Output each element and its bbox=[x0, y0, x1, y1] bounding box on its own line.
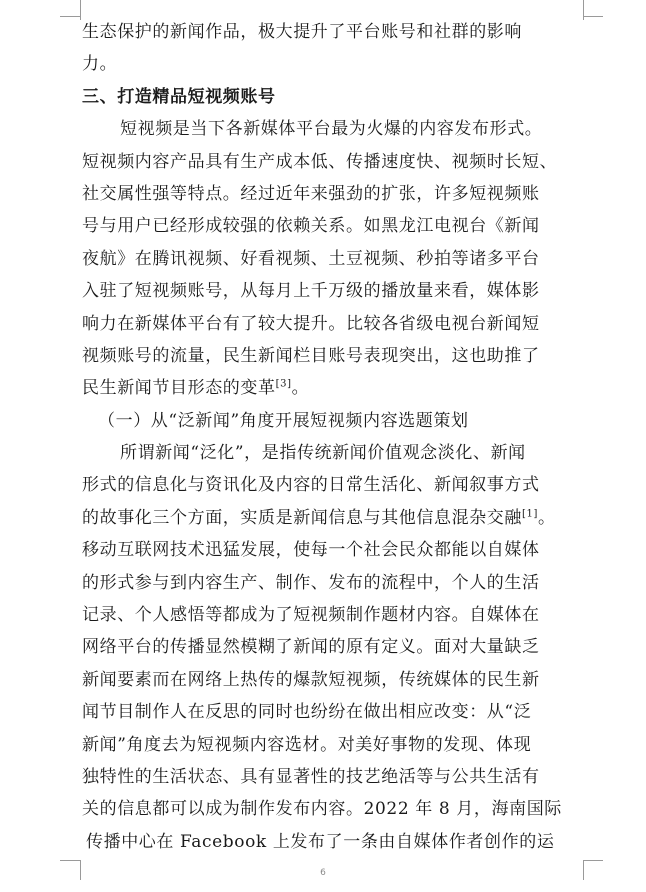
text-line: 新闻”角度去为短视频内容选材。对美好事物的发现、体现 bbox=[82, 734, 532, 755]
subsection-heading: （一）从“泛新闻”角度开展短视频内容选题策划 bbox=[98, 410, 469, 431]
text-line: 的形式参与到内容生产、制作、发布的流程中，个人的生活 bbox=[82, 572, 540, 593]
text-line: 网络平台的传播显然模糊了新闻的原有定义。面对大量缺乏 bbox=[82, 637, 540, 658]
period: 。 bbox=[291, 378, 310, 399]
text-line bbox=[82, 502, 580, 534]
text-line: 夜航》在腾讯视频、好看视频、土豆视频、秒拍等诸多平台 bbox=[82, 248, 540, 269]
body-text bbox=[82, 16, 580, 858]
text-line: 形式的信息化与资讯化及内容的日常生活化、新闻叙事方式 bbox=[82, 475, 540, 496]
text-line: 力。 bbox=[82, 54, 118, 75]
text-line: 新闻要素而在网络上热传的爆款短视频，传统媒体的民生新 bbox=[82, 669, 540, 690]
text-line: 关的信息都可以成为制作发布内容。2022 年 8 月，海南国际 bbox=[82, 799, 562, 820]
section-heading: 三、打造精品短视频账号 bbox=[82, 86, 276, 107]
crop-mark-bottom-right-h bbox=[583, 860, 603, 861]
text-line: 短视频内容产品具有生产成本低、传播速度快、视频时长短、 bbox=[82, 151, 558, 172]
text-line bbox=[82, 372, 580, 404]
crop-mark-bottom-left-h bbox=[60, 860, 80, 861]
citation-ref-3[interactable]: [3] bbox=[275, 378, 292, 390]
text-line: 短视频是当下各新媒体平台最为火爆的内容发布形式。 bbox=[120, 119, 543, 140]
text-span: 的故事化三个方面，实质是新闻信息与其他信息混杂交融 bbox=[82, 507, 522, 528]
crop-mark-top-right-v bbox=[583, 0, 584, 20]
text-line: 号与用户已经形成较强的依赖关系。如黑龙江电视台《新闻 bbox=[82, 216, 540, 237]
text-line: 所谓新闻“泛化”，是指传统新闻价值观念淡化、新闻 bbox=[120, 443, 526, 464]
crop-mark-top-left-h bbox=[60, 16, 80, 17]
text-line: 响力在新媒体平台有了较大提升。比较各省级电视台新闻短 bbox=[82, 313, 540, 334]
period: 。 bbox=[537, 507, 556, 528]
text-line: 独特性的生活状态、具有显著性的技艺绝活等与公共生活有 bbox=[82, 766, 540, 787]
text-line: 闻节目制作人在反思的同时也纷纷在做出相应改变：从“泛 bbox=[82, 702, 532, 723]
text-line: 记录、个人感悟等都成为了短视频制作题材内容。自媒体在 bbox=[82, 605, 540, 626]
text-line: 入驻了短视频账号，从每月上千万级的播放量来看，媒体影 bbox=[82, 281, 540, 302]
page-number: 6 bbox=[320, 868, 326, 878]
citation-ref-1[interactable]: [1] bbox=[522, 508, 538, 520]
text-span: 民生新闻节目形态的变革 bbox=[82, 378, 276, 399]
crop-mark-top-left-v bbox=[80, 0, 81, 20]
text-line: 视频账号的流量，民生新闻栏目账号表现突出，这也助推了 bbox=[82, 345, 540, 366]
text-line: 移动互联网技术迅猛发展，使每一个社会民众都能以自媒体 bbox=[82, 540, 540, 561]
text-line: 生态保护的新闻作品，极大提升了平台账号和社群的影响 bbox=[82, 22, 522, 42]
text-line: 社交属性强等特点。经过近年来强劲的扩张，许多短视频账 bbox=[82, 183, 540, 204]
crop-mark-top-right-h bbox=[583, 16, 603, 17]
text-line: 传播中心在 Facebook 上发布了一条由自媒体作者创作的运 bbox=[86, 831, 555, 852]
